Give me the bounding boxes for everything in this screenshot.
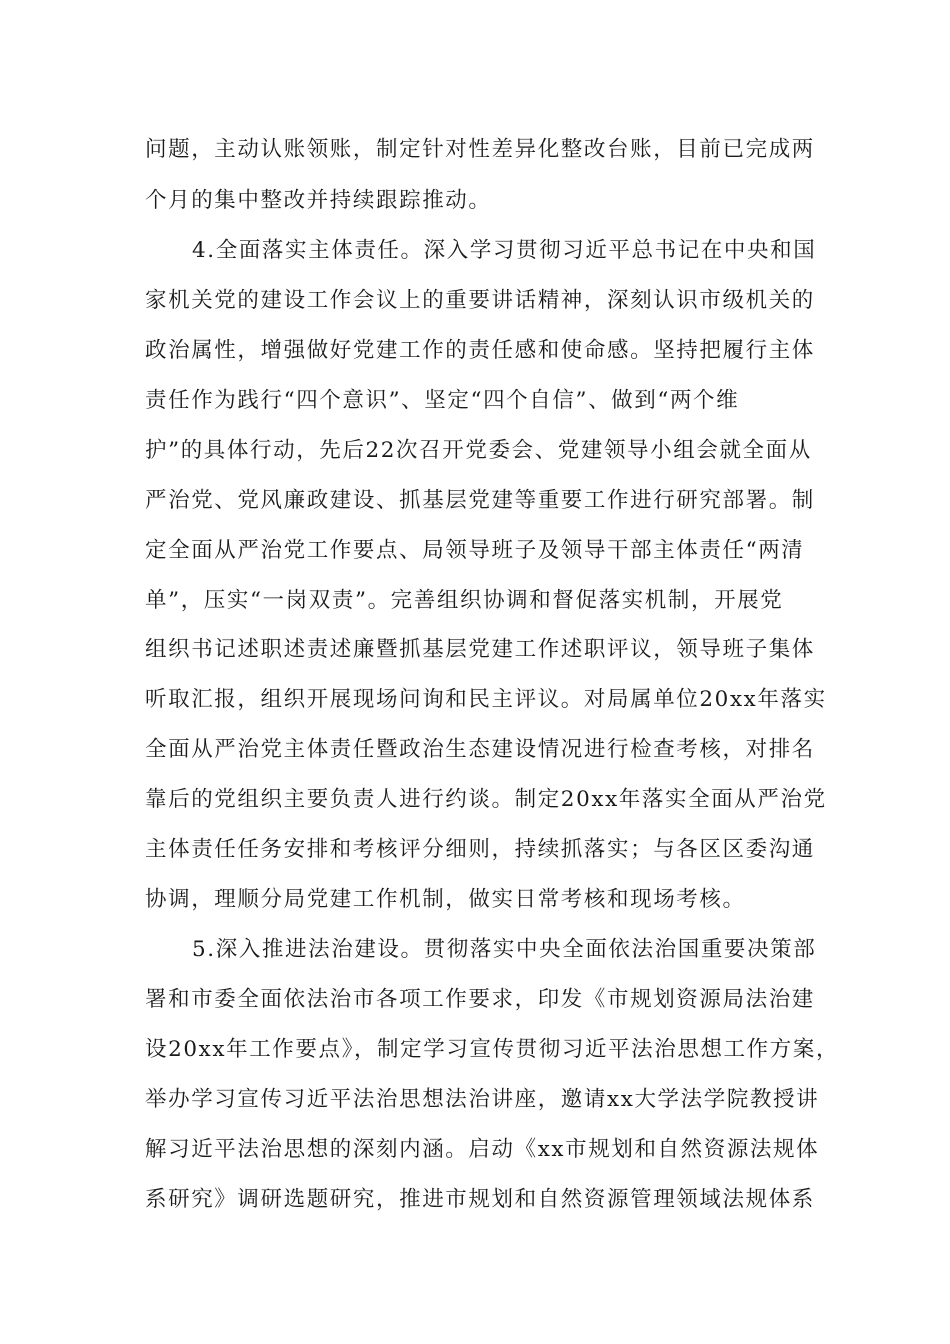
body-text-line: 单”，压实“一岗双责”。完善组织协调和督促落实机制，开展党 (145, 588, 784, 613)
body-text-line: 严治党、党风廉政建设、抓基层党建等重要工作进行研究部署。制 (145, 488, 815, 513)
body-text-line: 家机关党的建设工作会议上的重要讲话精神，深刻认识市级机关的 (145, 288, 815, 313)
body-text-line: 解习近平法治思想的深刻内涵。启动《xx市规划和自然资源法规体 (145, 1137, 820, 1162)
body-text-line: 举办学习宣传习近平法治思想法治讲座，邀请xx大学法学院教授讲 (145, 1087, 820, 1112)
body-text-line: 署和市委全面依法治市各项工作要求，印发《市规划资源局法治建 (145, 987, 815, 1012)
body-text-line: 组织书记述职述责述廉暨抓基层党建工作述职评议，领导班子集体 (145, 637, 815, 662)
body-text-line: 护”的具体行动，先后22次召开党委会、党建领导小组会就全面从 (145, 438, 812, 463)
body-text-line: 协调，理顺分局党建工作机制，做实日常考核和现场考核。 (145, 887, 746, 912)
body-text-line: 设20xx年工作要点》，制定学习宣传贯彻习近平法治思想工作方案， (145, 1037, 840, 1062)
body-text-line: 系研究》调研选题研究，推进市规划和自然资源管理领域法规体系 (145, 1187, 815, 1212)
body-text-line: 责任作为践行“四个意识”、坚定“四个自信”、做到“两个维 (145, 388, 740, 413)
body-text-line: 问题，主动认账领账，制定针对性差异化整改台账，目前已完成两 (145, 137, 815, 162)
body-text-line: 主体责任任务安排和考核评分细则，持续抓落实；与各区区委沟通 (145, 837, 815, 862)
body-text-line: 政治属性，增强做好党建工作的责任感和使命感。坚持把履行主体 (145, 338, 815, 363)
body-text-line: 全面从严治党主体责任暨政治生态建设情况进行检查考核，对排名 (145, 737, 815, 762)
body-text-line: 听取汇报，组织开展现场问询和民主评议。对局属单位20xx年落实 (145, 687, 827, 712)
body-text-line: 定全面从严治党工作要点、局领导班子及领导干部主体责任“两清 (145, 538, 805, 563)
body-text-line: 靠后的党组织主要负责人进行约谈。制定20xx年落实全面从严治党 (145, 787, 827, 812)
section-5-heading-line: 5.深入推进法治建设。贯彻落实中央全面依法治国重要决策部 (192, 937, 817, 962)
body-text-line: 个月的集中整改并持续跟踪推动。 (145, 188, 492, 213)
section-4-heading-line: 4.全面落实主体责任。深入学习贯彻习近平总书记在中央和国 (192, 238, 817, 263)
